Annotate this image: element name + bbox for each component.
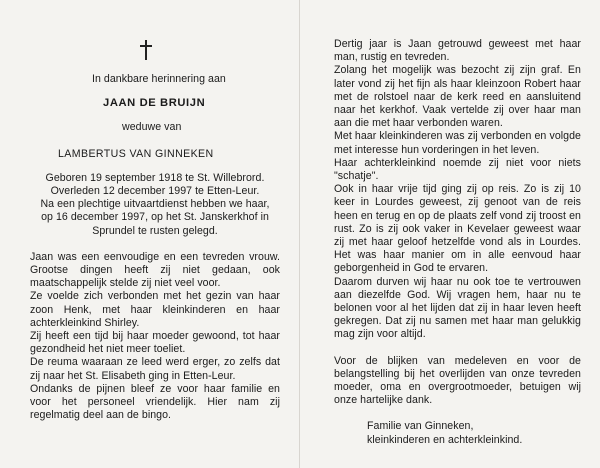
paragraph: Dertig jaar is Jaan getrouwd geweest met haar man, rustig en tevreden.	[334, 38, 581, 64]
thanks-paragraph: Voor de blijken van medeleven en voor de belangstelling bij het overlijden van onze tevreden moeder, oma en overgrootmoeder, betuigen wij onze hartelijke dank.	[334, 354, 581, 407]
widow-of-text: weduwe van	[122, 121, 182, 134]
paragraph: Zij heeft een tijd bij haar moeder gewoond, tot haar gezondheid het niet meer toeliet.	[30, 330, 280, 356]
death-line: Overleden 12 december 1997 te Etten-Leur.	[50, 185, 260, 198]
card-fold	[299, 0, 300, 468]
paragraph: Ook in haar vrije tijd ging zij op reis. Zo is zij 10 keer in Lourdes geweest, zij genoot van de reis heen en terug en op de plaats zelf vond zij troost en rust. Zo is zij ook vaker in Kevelaer geweest waar zij met haar geloof hetzelfde vond als in Lourdes. Het was haar manier om in alle eenvoud haar geborgenheid in God te ervaren.	[334, 183, 581, 275]
cross-icon	[139, 40, 153, 60]
paragraph: Met haar kleinkinderen was zij verbonden en volgde met interesse hun vorderingen in het leven.	[334, 130, 581, 156]
paragraph: De reuma waaraan ze leed werd erger, zo zelfs dat zij naar het St. Elisabeth ging in Etten-Leur.	[30, 356, 280, 382]
left-body	[30, 251, 280, 423]
paragraph: Ondanks de pijnen bleef ze voor haar familie en voor het personeel vriendelijk. Hier nam zij regelmatig deel aan de bingo.	[30, 382, 280, 422]
funeral-line-2: op 16 december 1997, op het St. Janskerkhof in	[41, 211, 269, 224]
dates-block	[30, 172, 280, 238]
funeral-line-3: Sprundel te rusten gelegd.	[92, 224, 218, 237]
paragraph: Zolang het mogelijk was bezocht zij zijn graf. En later vond zij het fijn als haar kleinzoon Robert haar met de rolstoel naar de kerk reed en aansluitend naar het kerkhof. Vaak vertelde zij over haar man aan die met haar verbonden waren.	[334, 64, 581, 130]
paragraph: Jaan was een eenvoudige en een tevreden vrouw. Grootse dingen heeft zij niet gedaan, ook maatschappelijk stelde zij niet veel voor.	[30, 250, 280, 290]
funeral-line-1: Na een plechtige uitvaartdienst hebben we haar,	[40, 198, 270, 211]
paragraph: Daarom durven wij haar nu ook toe te vertrouwen aan diezelfde God. Wij vragen hem, haar nu te belonen voor al het lijden dat zij in haar leven heeft gekregen. Dat zij nu samen met haar man gelukkig mag zijn voor altijd.	[334, 275, 581, 341]
signature-line: kleinkinderen en achterkleinkind.	[367, 433, 523, 446]
birth-line: Geboren 19 september 1918 te St. Willebrord.	[45, 171, 265, 184]
left-panel	[30, 28, 280, 422]
intro-text: In dankbare herinnering aan	[92, 73, 226, 85]
signature-block	[367, 420, 581, 446]
paragraph: Haar achterkleinkind noemde zij niet voor niets "schatje".	[334, 156, 581, 183]
husband-name: LAMBERTUS VAN GINNEKEN	[58, 147, 214, 160]
signature-line: Familie van Ginneken,	[367, 420, 474, 433]
right-panel	[334, 38, 581, 447]
paragraph: Ze voelde zich verbonden met het gezin van haar zoon Henk, met haar kleinkinderen en haar achterkleinkind Shirley.	[30, 290, 280, 329]
deceased-name: JAAN DE BRUIJN	[103, 97, 206, 110]
